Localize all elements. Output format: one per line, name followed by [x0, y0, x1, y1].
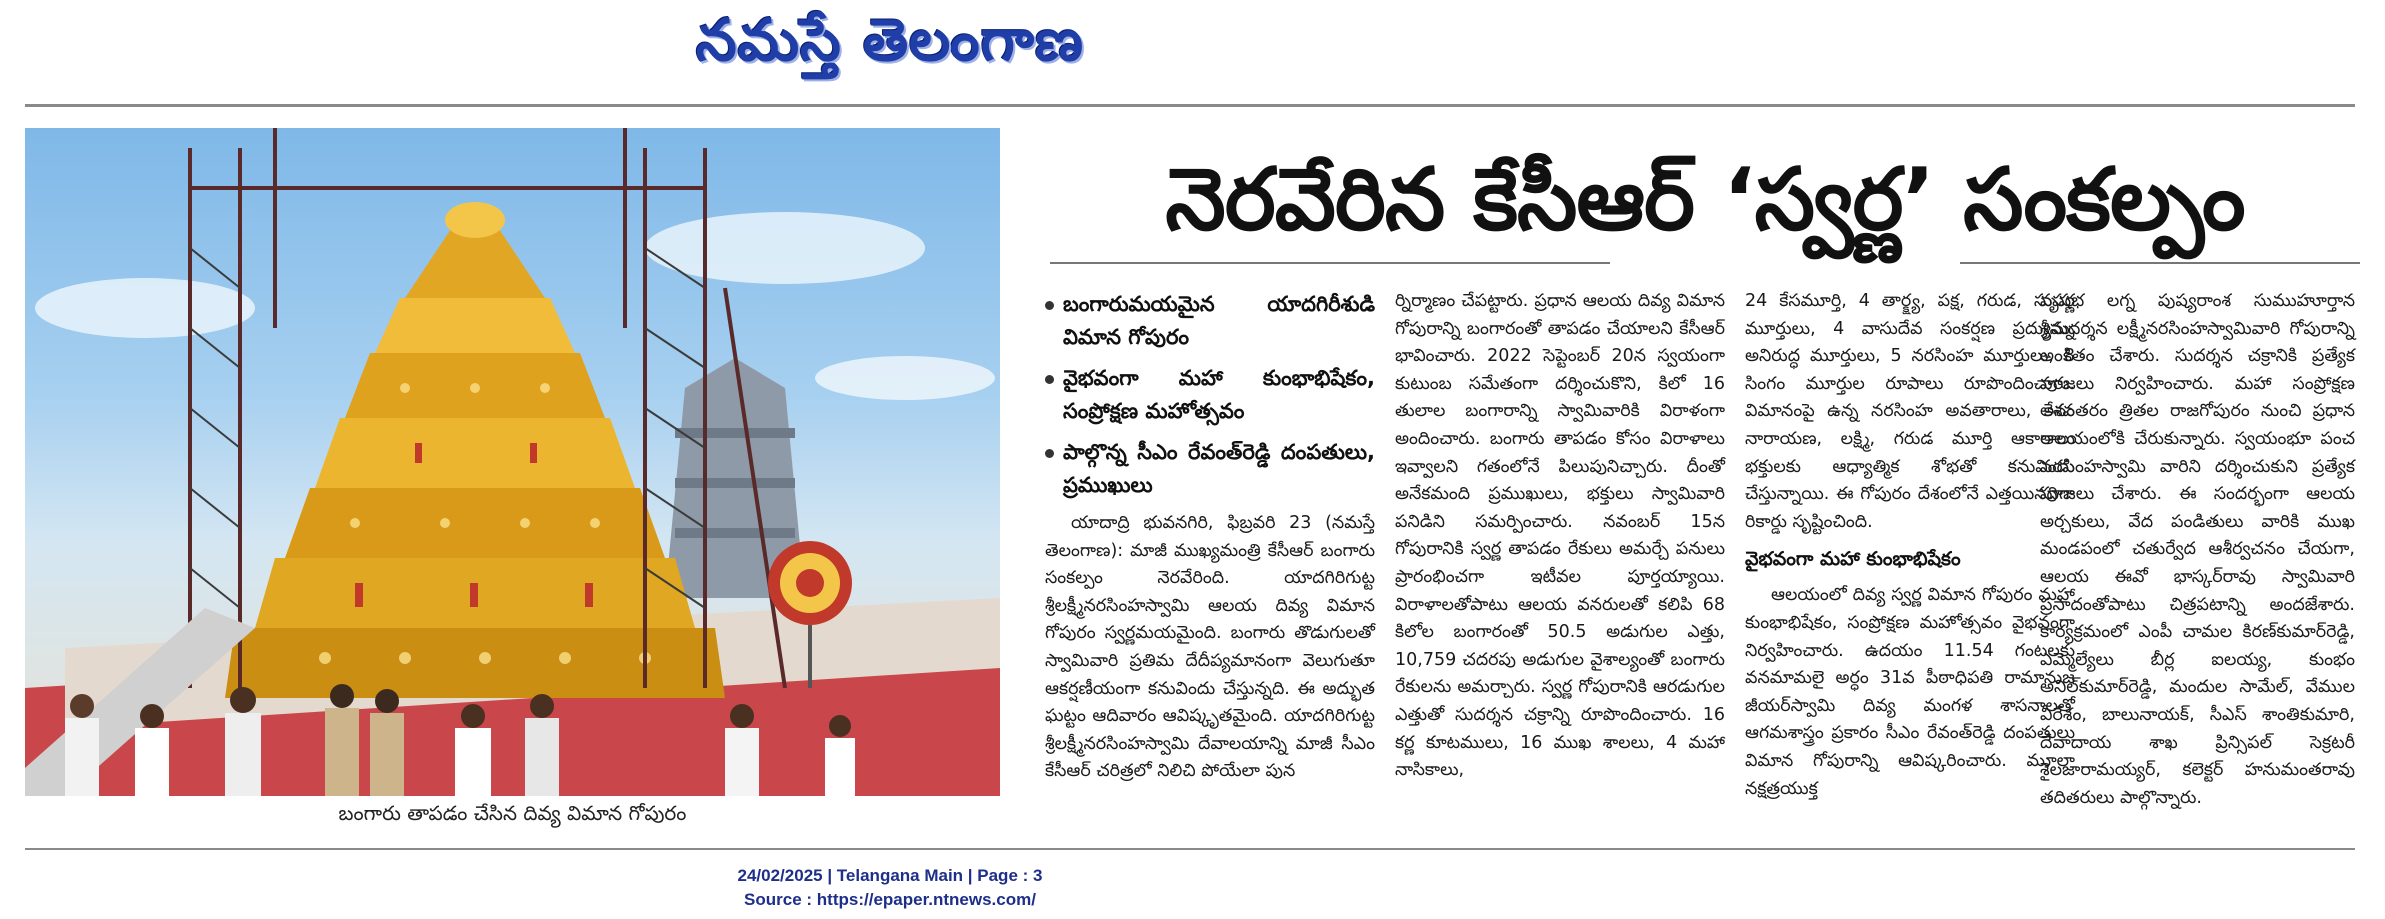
- bottom-divider: [25, 848, 2355, 850]
- headline: నెరవేరిన కేసీఆర్ ‘స్వర్ణ’ సంకల్పం: [1165, 150, 2245, 250]
- footer-source-line: Source : https://epaper.ntnews.com/: [744, 890, 1036, 909]
- article-paragraph: 24 కేసమూర్తి, 4 తార్క్ష్య, పక్ష, గరుడ, సుపర్ణ మూర్తులు, 4 వాసుదేవ సంకర్షణ ప్రద్యుమ్న అనిరుద్ధ మూర్తులు, 5 నరసింహ మూర్తులు, 8 సింగం మూర్తుల రూపాలు రూపొందించారు. విమానంపై ఉన్న నరసింహ అవతారాలు, కేశవ నారాయణ, లక్ష్మి, గరుడ మూర్తి ఆకారాలు భక్తులకు ఆధ్యాత్మిక శోభతో కనువిందు చేస్తున్నాయి. ఈ గోపురం దేశంలోనే ఎత్తయినదిగా రికార్డు సృష్టించింది.: [1745, 291, 2075, 532]
- article-column-1: [1045, 288, 1375, 792]
- masthead: [0, 0, 1780, 90]
- article-paragraph: వృషభ లగ్న పుష్యరాంశ సుముహూర్తాన శ్రీసుదర్శన లక్ష్మీనరసింహస్వామివారి గోపురాన్ని అంకితం చేశారు. సుదర్శన చక్రానికి ప్రత్యేక పూజలు నిర్వహించారు. మహా సంప్రోక్షణ అనంతరం త్రితల రాజగోపురం నుంచి ప్రధాన ఆలయంలోకి చేరుకున్నారు. స్వయంభూ పంచ నరసింహస్వామి వారిని దర్శించుకుని ప్రత్యేక పూజలు చేశారు. ఈ సందర్భంగా ఆలయ అర్చకులు, వేద పండితులు వారికి ముఖ మండపంలో చతుర్వేద ఆశీర్వచనం చేయగా, ఆలయ ఈవో భాస్కర్‌రావు స్వామివారి ప్రసాదంతోపాటు చిత్రపటాన్ని అందజేశారు. కార్యక్రమంలో ఎంపీ చామల కిరణ్‌కుమార్‌రెడ్డి, ఎమ్మెల్యేలు బీర్ల ఐలయ్య, కుంభం అనిల్‌కుమార్‌రెడ్డి, మందుల సామేల్, వేముల వీరేశం, బాలునాయక్, సీఎస్ శాంతికుమారి, దేవాదాయ శాఖ ప్రిన్సిపల్ సెక్రటరీ శైలజారామయ్యర్, కలెక్టర్ హనుమంతరావు తదితరులు పాల్గొన్నారు.: [2040, 291, 2355, 808]
- temple-photo: [25, 128, 1000, 796]
- headline-rule-left: [1050, 262, 1610, 264]
- footer-date-line: 24/02/2025 | Telangana Main | Page : 3: [737, 866, 1043, 885]
- article-column-2: [1395, 288, 1725, 791]
- article-column-3: [1745, 288, 2075, 809]
- top-divider: [25, 104, 2355, 107]
- article-paragraph: యాదాద్రి భువనగిరి, ఫిబ్రవరి 23 (నమస్తే తెలంగాణ): మాజీ ముఖ్యమంత్రి కేసీఆర్ బంగారు సంకల్పం నెరవేరింది. యాదగిరిగుట్ట శ్రీలక్ష్మీనరసింహస్వామి ఆలయ దివ్య విమాన గోపురం స్వర్ణమయమైంది. బంగారు తొడుగులతో స్వామివారి ప్రతిమ దేదీప్యమానంగా వెలుగుతూ ఆకర్షణీయంగా కనువిందు చేస్తున్నది. ఈ అద్భుత ఘట్టం ఆదివారం ఆవిష్కృతమైంది. యాదగిరిగుట్ట శ్రీలక్ష్మీనరసింహస్వామి దేవాలయాన్ని మాజీ సీఎం కేసీఆర్ చరిత్రలో నిలిచి పోయేలా పున: [1045, 513, 1375, 782]
- photo-caption: బంగారు తాపడం చేసిన దివ్య విమాన గోపురం: [338, 801, 687, 825]
- highlight-item: బంగారుమయమైన యాదగిరీశుడి విమాన గోపురం: [1045, 288, 1375, 354]
- highlight-item: వైభవంగా మహా కుంభాభిషేకం, సంప్రోక్షణ మహోత్సవం: [1045, 362, 1375, 428]
- highlights-list: [1045, 288, 1375, 502]
- temple-illustration: [25, 128, 1000, 796]
- masthead-title: నమస్తే తెలంగాణ: [696, 6, 1084, 74]
- headline-rule-right: [1960, 262, 2360, 264]
- section-subheading: వైభవంగా మహా కుంభాభిషేకం: [1745, 548, 1961, 571]
- highlight-item: పాల్గొన్న సీఎం రేవంత్‌రెడ్డి దంపతులు, ప్రముఖులు: [1045, 436, 1375, 502]
- article-paragraph: ర్నిర్మాణం చేపట్టారు. ప్రధాన ఆలయ దివ్య విమాన గోపురాన్ని బంగారంతో తాపడం చేయాలని కేసీఆర్ భావించారు. 2022 సెప్టెంబర్ 20న స్వయంగా కుటుంబ సమేతంగా దర్శించుకొని, కిలో 16 తులాల బంగారాన్ని స్వామివారికి విరాళంగా అందించారు. బంగారు తాపడం కోసం విరాళాలు ఇవ్వాలని గతంలోనే పిలుపునిచ్చారు. దీంతో అనేకమంది ప్రముఖులు, భక్తులు స్వామివారి పనిడిని సమర్పించారు. నవంబర్ 15న గోపురానికి స్వర్ణ తాపడం రేకులు అమర్చే పనులు ప్రారంభించగా ఇటీవల పూర్తయ్యాయి. విరాళాలతోపాటు ఆలయ వనరులతో కలిపి 68 కిలోల బంగారంతో 50.5 అడుగుల ఎత్తు, 10,759 చదరపు అడుగుల వైశాల్యంతో బంగారు రేకులను అమర్చారు. స్వర్ణ గోపురానికి ఆరడుగుల ఎత్తుతో సుదర్శన చక్రాన్ని రూపొందించారు. 16 కర్ణ కూటములు, 16 ముఖ శాలలు, 4 మహా నాసికాలు,: [1395, 291, 1725, 781]
- article-column-4: [2040, 288, 2355, 818]
- article-paragraph: ఆలయంలో దివ్య స్వర్ణ విమాన గోపురం మహా కుంభాభిషేకం, సంప్రోక్షణ మహోత్సవం వైభవంగా నిర్వహించారు. ఉదయం 11.54 గంటలకు వనమామలై అర్ధం 31వ పీఠాధిపతి రామానుజ జీయర్‌స్వామి దివ్య మంగళ శాసనాలతో ఆగమశాస్త్రం ప్రకారం సీఎం రేవంత్‌రెడ్డి దంపతులు విమాన గోపురాన్ని ఆవిష్కరించారు. మూలా నక్షత్రయుక్త: [1745, 585, 2075, 799]
